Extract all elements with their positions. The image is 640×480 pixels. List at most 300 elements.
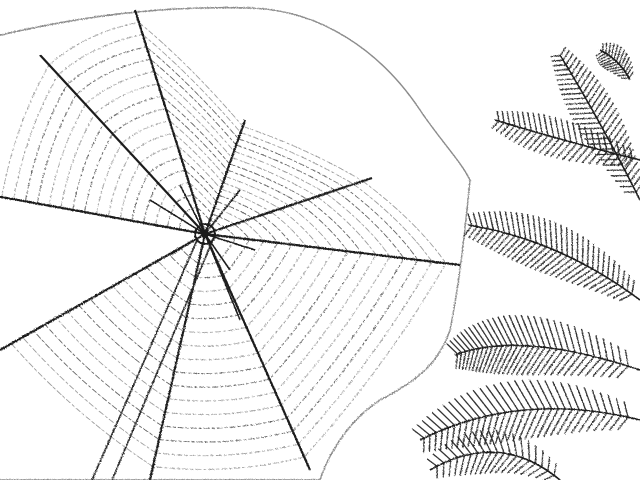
frond-leaflet bbox=[561, 382, 573, 409]
frond-leaflet bbox=[554, 463, 556, 475]
frond-leaflet bbox=[544, 114, 548, 135]
frond-leaflet bbox=[460, 456, 464, 476]
frond-leaflet bbox=[598, 248, 600, 272]
canopy-stripe bbox=[14, 75, 59, 200]
frond-leaflet bbox=[571, 355, 588, 376]
frond-leaflet bbox=[574, 64, 584, 79]
frond-leaflet bbox=[636, 182, 640, 192]
canopy-stripe bbox=[216, 202, 252, 219]
frond-leaflet bbox=[489, 212, 493, 231]
frond-leaflet bbox=[537, 409, 551, 438]
frond-leaflet bbox=[554, 70, 569, 71]
frond-leaflet bbox=[557, 409, 572, 434]
frond-leaflet bbox=[432, 413, 448, 428]
frond-leaflet bbox=[564, 354, 582, 376]
frond-leaflet bbox=[613, 72, 625, 74]
frond-leaflet bbox=[507, 111, 509, 124]
palm-frond bbox=[412, 380, 640, 453]
canopy-stripe bbox=[158, 261, 193, 291]
canopy-stripe bbox=[168, 392, 275, 401]
frond-leaflet bbox=[595, 281, 613, 292]
frond-leaflet bbox=[486, 231, 499, 247]
frond-leaflet bbox=[605, 113, 619, 133]
frond-leaflet bbox=[507, 382, 525, 411]
frond-leaflet bbox=[578, 357, 594, 376]
canopy-stripe bbox=[131, 133, 174, 153]
frond-leaflet bbox=[574, 326, 581, 353]
frond-leaflet bbox=[473, 213, 477, 227]
frond-leaflet bbox=[611, 342, 615, 362]
canopy-rib bbox=[205, 234, 460, 265]
frond-leaflet bbox=[602, 108, 616, 128]
frond-leaflet bbox=[583, 236, 584, 263]
canopy-stripe bbox=[289, 206, 334, 250]
frond-leaflet bbox=[561, 119, 565, 141]
frond-leaflet bbox=[497, 111, 499, 121]
frond-leaflet bbox=[550, 220, 552, 249]
frond-leaflet bbox=[490, 233, 505, 249]
frond-leaflet bbox=[515, 315, 528, 346]
frond-leaflet bbox=[589, 150, 601, 164]
frond-leaflet bbox=[528, 134, 542, 149]
canopy-stripe bbox=[159, 431, 293, 442]
frond-leaflet bbox=[562, 93, 583, 94]
frond-leaflet bbox=[572, 118, 597, 119]
frond-leaflet bbox=[581, 133, 605, 134]
canopy-stripe bbox=[183, 327, 246, 332]
frond-leaflet bbox=[523, 132, 537, 147]
canopy-stripe bbox=[94, 84, 158, 114]
canopy-stripe bbox=[304, 263, 446, 457]
frond-leaflet bbox=[484, 212, 488, 229]
frond-leaflet bbox=[564, 410, 579, 434]
frond-leaflet bbox=[479, 212, 483, 227]
canopy-stripe bbox=[241, 133, 354, 185]
frond-leaflet bbox=[543, 475, 554, 480]
frond-leaflet bbox=[443, 463, 444, 477]
frond-leaflet bbox=[496, 123, 504, 132]
frond-leaflet bbox=[517, 111, 520, 127]
canopy-stripe bbox=[236, 145, 335, 190]
frond-leaflet bbox=[523, 112, 526, 130]
frond-leaflet bbox=[518, 131, 531, 145]
canopy-stripe bbox=[252, 248, 319, 340]
frond-leaflet bbox=[492, 121, 499, 128]
frond-leaflet bbox=[449, 402, 467, 421]
frond-leaflet bbox=[588, 240, 589, 266]
frond-leaflet bbox=[525, 409, 539, 439]
frond-leaflet bbox=[589, 332, 595, 357]
frond-leaflet bbox=[480, 452, 491, 474]
frond-leaflet bbox=[534, 316, 545, 347]
frond-leaflet bbox=[477, 229, 488, 243]
frond-leaflet bbox=[577, 68, 587, 84]
canopy-stripe bbox=[171, 379, 269, 387]
frond-leaflet bbox=[572, 269, 593, 283]
frond-leaflet bbox=[521, 315, 534, 346]
frond-leaflet bbox=[608, 119, 622, 138]
frond-leaflet bbox=[610, 155, 619, 166]
frond-leaflet bbox=[443, 405, 461, 423]
palm-frond bbox=[464, 211, 640, 300]
frond-leaflet bbox=[476, 348, 484, 372]
frond-leaflet bbox=[570, 113, 594, 114]
frond-leaflet bbox=[586, 412, 599, 432]
canopy-stripe bbox=[354, 184, 432, 261]
frond-leaflet bbox=[609, 43, 611, 55]
frond-leaflet bbox=[507, 411, 519, 442]
frond-leaflet bbox=[528, 440, 529, 460]
frond-leaflet bbox=[584, 387, 593, 411]
frond-leaflet bbox=[568, 108, 592, 109]
frond-leaflet bbox=[452, 425, 455, 449]
frond-leaflet bbox=[502, 111, 504, 123]
frond-leaflet bbox=[462, 351, 465, 369]
canopy-stripe bbox=[275, 255, 376, 392]
canopy-stripe bbox=[230, 164, 308, 200]
frond-leaflet bbox=[528, 316, 540, 347]
frond-leaflet bbox=[528, 214, 531, 241]
canopy-stripe bbox=[227, 170, 298, 202]
frond-leaflet bbox=[583, 275, 603, 287]
frond-leaflet bbox=[514, 129, 526, 142]
frond-leaflet bbox=[600, 392, 607, 413]
frond-leaflet bbox=[429, 435, 430, 452]
frond-leaflet bbox=[577, 272, 597, 285]
frond-leaflet bbox=[453, 338, 466, 352]
frond-leaflet bbox=[496, 412, 506, 443]
frond-leaflet bbox=[433, 454, 444, 463]
frond-leaflet bbox=[578, 128, 603, 129]
canopy-stripe bbox=[281, 257, 390, 406]
canopy-stripe bbox=[162, 418, 287, 428]
frond-leaflet bbox=[603, 339, 607, 361]
frond-leaflet bbox=[441, 430, 443, 450]
frond-leaflet bbox=[596, 335, 601, 358]
frond-leaflet bbox=[439, 449, 451, 460]
frond-leaflet bbox=[597, 98, 611, 118]
frond-leaflet bbox=[501, 456, 517, 473]
frond-leaflet bbox=[567, 120, 571, 142]
frond-leaflet bbox=[435, 433, 436, 451]
canopy-stripe bbox=[45, 325, 162, 426]
frond-leaflet bbox=[533, 113, 537, 133]
frond-leaflet bbox=[632, 280, 634, 294]
frond-leaflet bbox=[550, 140, 565, 157]
palm-fronds bbox=[412, 43, 640, 480]
canopy-stripe bbox=[26, 85, 68, 202]
frond-leaflet bbox=[565, 103, 588, 104]
canopy-stripe bbox=[85, 134, 113, 212]
canopy-stripe bbox=[344, 187, 418, 260]
canopy-stripe bbox=[299, 262, 433, 444]
frond-leaflet bbox=[586, 80, 598, 99]
frond-leaflet bbox=[459, 353, 462, 369]
canopy-stripe bbox=[49, 104, 85, 206]
canopy-stripes bbox=[2, 22, 446, 469]
frond-leaflet bbox=[617, 265, 619, 284]
frond-leaflet bbox=[583, 75, 595, 93]
frond-leaflet bbox=[461, 396, 480, 418]
canopy-stripe bbox=[2, 65, 49, 197]
umbrella-pole bbox=[92, 238, 212, 480]
canopy-stripe bbox=[186, 314, 240, 318]
canopy-stripe bbox=[192, 288, 229, 291]
frond-leaflet bbox=[507, 458, 523, 473]
canopy-stripe bbox=[56, 318, 165, 412]
canopy-stripe bbox=[124, 280, 183, 331]
canopy-stripe bbox=[247, 246, 306, 327]
frond-leaflet bbox=[479, 347, 488, 372]
frond-leaflet bbox=[548, 457, 550, 471]
frond-leaflet bbox=[481, 230, 493, 245]
canopy-stripe bbox=[189, 301, 235, 305]
frond-leaflet bbox=[555, 117, 559, 139]
frond-leaflet bbox=[550, 56, 560, 57]
frond-leaflet bbox=[594, 413, 607, 431]
frond-leaflet bbox=[544, 409, 559, 437]
frond-leaflet bbox=[629, 72, 633, 78]
frond-leaflet bbox=[600, 103, 614, 123]
frond-leaflet bbox=[575, 147, 589, 162]
canopy-stripe bbox=[135, 273, 186, 317]
canopy-stripe bbox=[235, 243, 278, 301]
frond-leaflet bbox=[589, 278, 608, 290]
frond-leaflet bbox=[572, 410, 586, 433]
frond-leaflet bbox=[540, 317, 551, 348]
canopy-stripe bbox=[229, 241, 263, 288]
canopy-stripe bbox=[113, 109, 166, 134]
frond-leaflet bbox=[467, 393, 486, 417]
palm-frond bbox=[447, 315, 640, 378]
frond-leaflet bbox=[530, 380, 545, 409]
frond-leaflet bbox=[579, 411, 593, 432]
frond-leaflet bbox=[579, 124, 583, 145]
frond-leaflet bbox=[569, 145, 583, 161]
canopy-stripe bbox=[174, 366, 264, 373]
frond-leaflet bbox=[588, 84, 601, 103]
frond-leaflet bbox=[455, 399, 474, 420]
frond-leaflet bbox=[522, 213, 526, 239]
canopy-stripe bbox=[234, 151, 326, 193]
canopy-stripe bbox=[156, 444, 299, 456]
frond-leaflet bbox=[427, 459, 437, 466]
frond-leaflet bbox=[627, 275, 629, 291]
canopy-stripe bbox=[68, 312, 169, 399]
frond-leaflet bbox=[512, 111, 515, 126]
frond-leaflet bbox=[592, 390, 600, 412]
frond-leaflet bbox=[449, 460, 451, 477]
canopy-stripe bbox=[120, 163, 140, 218]
frond-leaflet bbox=[500, 383, 518, 411]
frond-leaflet bbox=[601, 362, 615, 377]
canopy-stripe bbox=[253, 218, 278, 243]
frond-leaflet bbox=[521, 437, 524, 459]
frond-leaflet bbox=[557, 79, 575, 80]
canopy-stripe bbox=[326, 193, 390, 256]
frond-leaflet bbox=[556, 142, 571, 159]
frond-leaflet bbox=[500, 211, 504, 232]
canopy-stripe bbox=[104, 96, 162, 124]
canopy-rib bbox=[205, 120, 245, 234]
canopy-rib bbox=[150, 234, 205, 480]
canopy-stripe bbox=[165, 405, 281, 415]
frond-leaflet bbox=[438, 409, 455, 425]
canopy-stripe bbox=[270, 253, 362, 379]
frond-leaflet bbox=[606, 43, 607, 54]
frond-leaflet bbox=[611, 125, 624, 144]
frond-leaflet bbox=[486, 386, 505, 413]
frond-leaflet bbox=[537, 380, 552, 409]
canopy-stripe bbox=[76, 59, 150, 94]
frond-leaflet bbox=[591, 88, 604, 108]
frond-leaflet bbox=[465, 454, 471, 475]
canopy-stripe bbox=[258, 250, 334, 354]
canopy-stripe bbox=[271, 212, 306, 246]
frond-leaflet bbox=[531, 409, 545, 439]
canopy-rib bbox=[40, 55, 205, 234]
canopy-ribs bbox=[0, 10, 460, 480]
umbrella-canopy bbox=[0, 8, 470, 480]
frond-leaflet bbox=[539, 137, 554, 153]
canopy-stripe bbox=[49, 22, 139, 65]
frond-leaflet bbox=[597, 132, 601, 150]
canopy-stripe bbox=[132, 173, 149, 221]
frond-leaflet bbox=[580, 72, 591, 89]
canopy-stripe bbox=[102, 293, 178, 359]
canopy-stripe bbox=[195, 275, 223, 277]
canopy-stripe bbox=[167, 183, 189, 193]
frond-leaflet bbox=[533, 215, 536, 243]
canopy-stripe bbox=[61, 114, 95, 208]
frond-leaflet bbox=[618, 346, 621, 364]
frond-leaflet bbox=[539, 114, 543, 135]
canopy-stripe bbox=[37, 94, 76, 203]
frond-leaflet bbox=[614, 131, 627, 149]
canopy-stripe bbox=[299, 203, 348, 252]
canopy-strut bbox=[170, 234, 205, 255]
frond-leaflet bbox=[457, 423, 461, 448]
frond-leaflet bbox=[562, 144, 577, 160]
frond-leaflet bbox=[611, 43, 614, 57]
canopy-stripe bbox=[122, 121, 170, 144]
canopy-stripe bbox=[96, 144, 121, 215]
frond-leaflet bbox=[450, 341, 462, 353]
canopy-stripe bbox=[23, 337, 157, 453]
canopy-stripe bbox=[149, 158, 181, 173]
frond-leaflet bbox=[593, 244, 594, 269]
frond-leaflet bbox=[614, 45, 618, 60]
frond-leaflet bbox=[563, 98, 585, 99]
frond-leaflet bbox=[585, 358, 601, 376]
frond-leaflet bbox=[516, 212, 520, 237]
frond-leaflet bbox=[514, 461, 530, 474]
canopy-stripe bbox=[58, 35, 143, 75]
canopy-rib bbox=[135, 10, 205, 234]
frond-leaflet bbox=[598, 55, 609, 61]
frond-leaflet bbox=[594, 93, 608, 113]
canopy-stripe bbox=[287, 258, 404, 418]
frond-leaflet bbox=[593, 360, 608, 376]
frond-leaflet bbox=[560, 88, 580, 89]
canopy-stripe bbox=[158, 170, 185, 183]
canopy-stripe bbox=[85, 72, 154, 105]
frond-leaflet bbox=[616, 398, 621, 416]
frond-leaflet bbox=[573, 122, 577, 143]
canopy-stripe bbox=[214, 208, 243, 221]
frond-leaflet bbox=[473, 390, 492, 415]
frond-leaflet bbox=[552, 60, 564, 61]
frond-leaflet bbox=[626, 350, 629, 366]
frond-leaflet bbox=[585, 127, 589, 147]
frond-leaflet bbox=[544, 218, 546, 247]
frond-leaflet bbox=[567, 227, 568, 256]
canopy-stripe bbox=[176, 195, 193, 203]
frond-leaflet bbox=[539, 217, 542, 245]
frond-leaflet bbox=[560, 47, 565, 56]
frond-leaflet bbox=[515, 381, 532, 410]
frond-leaflet bbox=[619, 294, 632, 301]
frond-leaflet bbox=[513, 410, 525, 441]
frond-leaflet bbox=[566, 54, 573, 65]
frond-leaflet bbox=[528, 112, 531, 131]
frond-leaflet bbox=[608, 395, 614, 414]
frond-leaflet bbox=[551, 409, 566, 436]
frond-leaflet bbox=[455, 458, 458, 476]
canopy-rib bbox=[205, 234, 310, 470]
canopy-stripe bbox=[363, 181, 446, 263]
frond-leaflet bbox=[582, 148, 595, 163]
canopy-rib bbox=[205, 178, 372, 234]
frond-leaflet bbox=[563, 50, 569, 60]
frond-leaflet bbox=[495, 211, 499, 231]
frond-leaflet bbox=[561, 225, 562, 254]
frond-leaflet bbox=[456, 354, 458, 369]
frond-leaflet bbox=[550, 116, 554, 138]
frond-leaflet bbox=[618, 417, 628, 430]
frond-leaflet bbox=[603, 252, 605, 275]
canopy-stripe bbox=[153, 457, 304, 469]
frond-leaflet bbox=[496, 430, 504, 453]
frond-leaflet bbox=[622, 270, 624, 287]
frond-leaflet bbox=[558, 84, 577, 85]
frond-leaflet bbox=[542, 451, 543, 468]
frond-leaflet bbox=[505, 212, 509, 235]
canopy-stripe bbox=[67, 47, 146, 85]
canopy-stripe bbox=[180, 340, 252, 346]
frond-leaflet bbox=[447, 344, 458, 354]
frond-leaflet bbox=[545, 139, 560, 156]
frond-leaflet bbox=[519, 410, 532, 441]
frond-leaflet bbox=[624, 401, 628, 417]
frond-leaflet bbox=[427, 417, 442, 430]
frond-leaflet bbox=[535, 471, 548, 478]
palm-frond bbox=[596, 43, 634, 80]
frond-leaflet bbox=[522, 380, 538, 409]
frond-leaflet bbox=[575, 123, 600, 124]
frond-leaflet bbox=[553, 65, 566, 66]
frond-leaflet bbox=[534, 136, 549, 152]
frond-leaflet bbox=[412, 429, 424, 438]
frond-leaflet bbox=[555, 74, 571, 75]
frond-leaflet bbox=[633, 176, 640, 187]
frond-leaflet bbox=[613, 261, 615, 281]
frond-leaflet bbox=[511, 212, 515, 236]
frond-leaflet bbox=[545, 381, 559, 409]
frond-leaflet bbox=[556, 222, 558, 251]
frond-leaflet bbox=[553, 381, 566, 409]
canopy-stripe bbox=[198, 262, 217, 264]
